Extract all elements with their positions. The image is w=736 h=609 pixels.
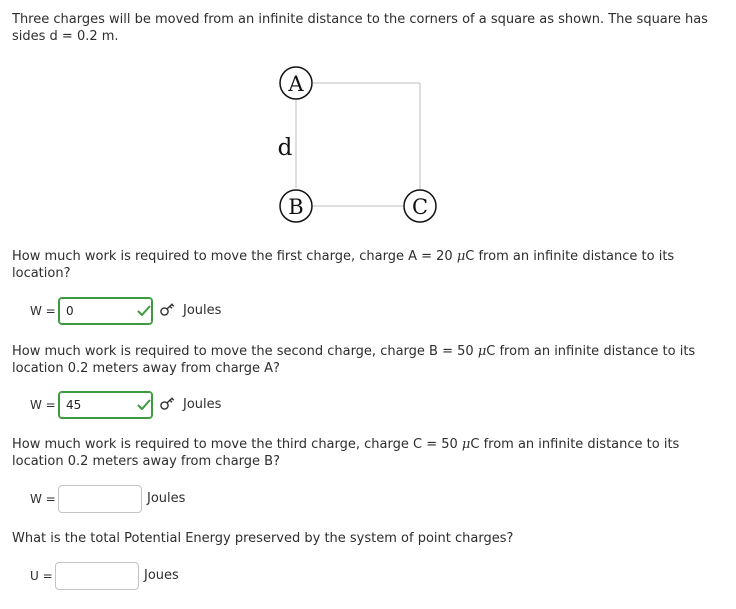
charge-c-label: C bbox=[411, 195, 429, 219]
charge-a-label: A bbox=[288, 72, 304, 96]
answer-row-4 bbox=[0, 562, 400, 592]
w-label-2: W = bbox=[30, 398, 56, 412]
answer-row-1 bbox=[0, 297, 400, 327]
w-label-1: W = bbox=[30, 304, 56, 318]
square-diagram bbox=[275, 62, 455, 224]
unit-label-3: Joules bbox=[147, 491, 186, 506]
u-label: U = bbox=[30, 569, 53, 583]
unit-label-1: Joules bbox=[183, 303, 222, 318]
question-2-text: How much work is required to move the second charge, charge B = 50 μC from an infinite distance to its location 0.2 meters away from charge A? bbox=[12, 344, 696, 376]
intro-text bbox=[12, 11, 712, 45]
potential-energy-input[interactable] bbox=[55, 562, 139, 590]
intro-line-1: Three charges will be moved from an infinite distance to the corners of a square as shown. The square has bbox=[12, 12, 708, 27]
answer-row-2 bbox=[0, 391, 400, 421]
question-1-text: How much work is required to move the first charge, charge A = 20 μC from an infinite distance to its location? bbox=[12, 249, 675, 281]
question-4-text: What is the total Potential Energy preserved by the system of point charges? bbox=[12, 531, 514, 546]
w-label-3: W = bbox=[30, 492, 56, 506]
unit-label-4: Joues bbox=[144, 568, 179, 583]
intro-line-2: sides d = 0.2 m. bbox=[12, 29, 119, 44]
key-icon[interactable] bbox=[159, 303, 177, 317]
work-c-input[interactable] bbox=[58, 485, 142, 513]
answer-row-3 bbox=[0, 485, 400, 515]
check-icon bbox=[137, 304, 151, 318]
side-length-label: d bbox=[277, 135, 293, 161]
check-icon bbox=[137, 398, 151, 412]
question-3-text: How much work is required to move the third charge, charge C = 50 μC from an infinite distance to its location 0.2 meters away from charge B? bbox=[12, 437, 680, 469]
charge-b-label: B bbox=[288, 195, 304, 219]
key-icon[interactable] bbox=[159, 397, 177, 411]
unit-label-2: Joules bbox=[183, 397, 222, 412]
